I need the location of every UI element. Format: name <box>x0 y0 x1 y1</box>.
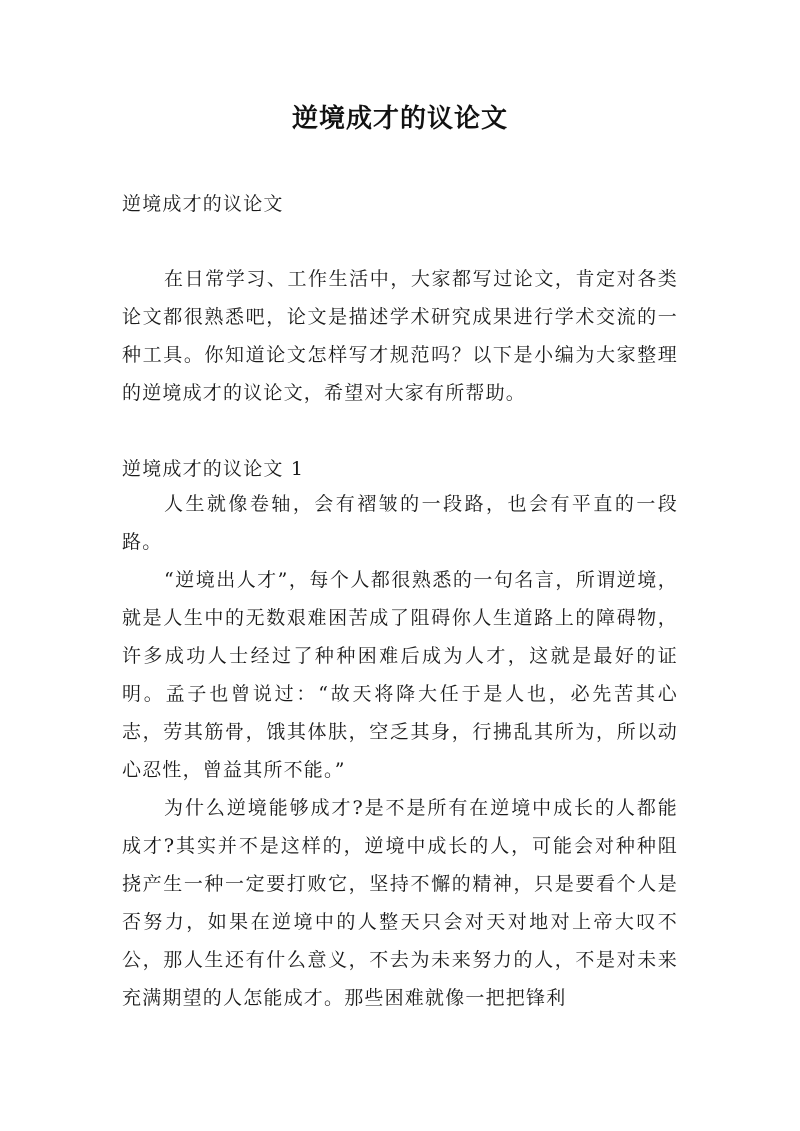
section-content <box>122 485 678 1017</box>
document-subtitle: 逆境成才的议论文 <box>122 193 284 215</box>
body-paragraph: 为什么逆境能够成才?是不是所有在逆境中成长的人都能成才?其实并不是这样的，逆境中成长的人，可能会对种种阻挠产生一种一定要打败它，坚持不懈的精神，只是要看个人是否努力，如果在逆境中的人整天只会对天对地对上帝大叹不公，那人生还有什么意义，不去为未来努力的人，不是对未来充满期望的人怎能成才。那些困难就像一把把锋利 <box>122 797 678 1009</box>
intro-paragraph: 在日常学习、工作生活中，大家都写过论文，肯定对各类论文都很熟悉吧，论文是描述学术研究成果进行学术交流的一种工具。你知道论文怎样写才规范吗？以下是小编为大家整理的逆境成才的议论文，希望对大家有所帮助。 <box>122 268 678 404</box>
body-paragraph: “逆境出人才”，每个人都很熟悉的一句名言，所谓逆境，就是人生中的无数艰难困苦成了阻碍你人生道路上的障碍物，许多成功人士经过了种种困难后成为人才，这就是最好的证明。孟子也曾说过：“故天将降大任于是人也，必先苦其心志，劳其筋骨，饿其体肤，空乏其身，行拂乱其所为，所以动心忍性，曾益其所不能。” <box>122 569 678 781</box>
section-heading: 逆境成才的议论文 1 <box>122 458 305 480</box>
document-title: 逆境成才的议论文 <box>291 104 508 134</box>
body-paragraph: 人生就像卷轴，会有褶皱的一段路，也会有平直的一段路。 <box>122 493 678 553</box>
